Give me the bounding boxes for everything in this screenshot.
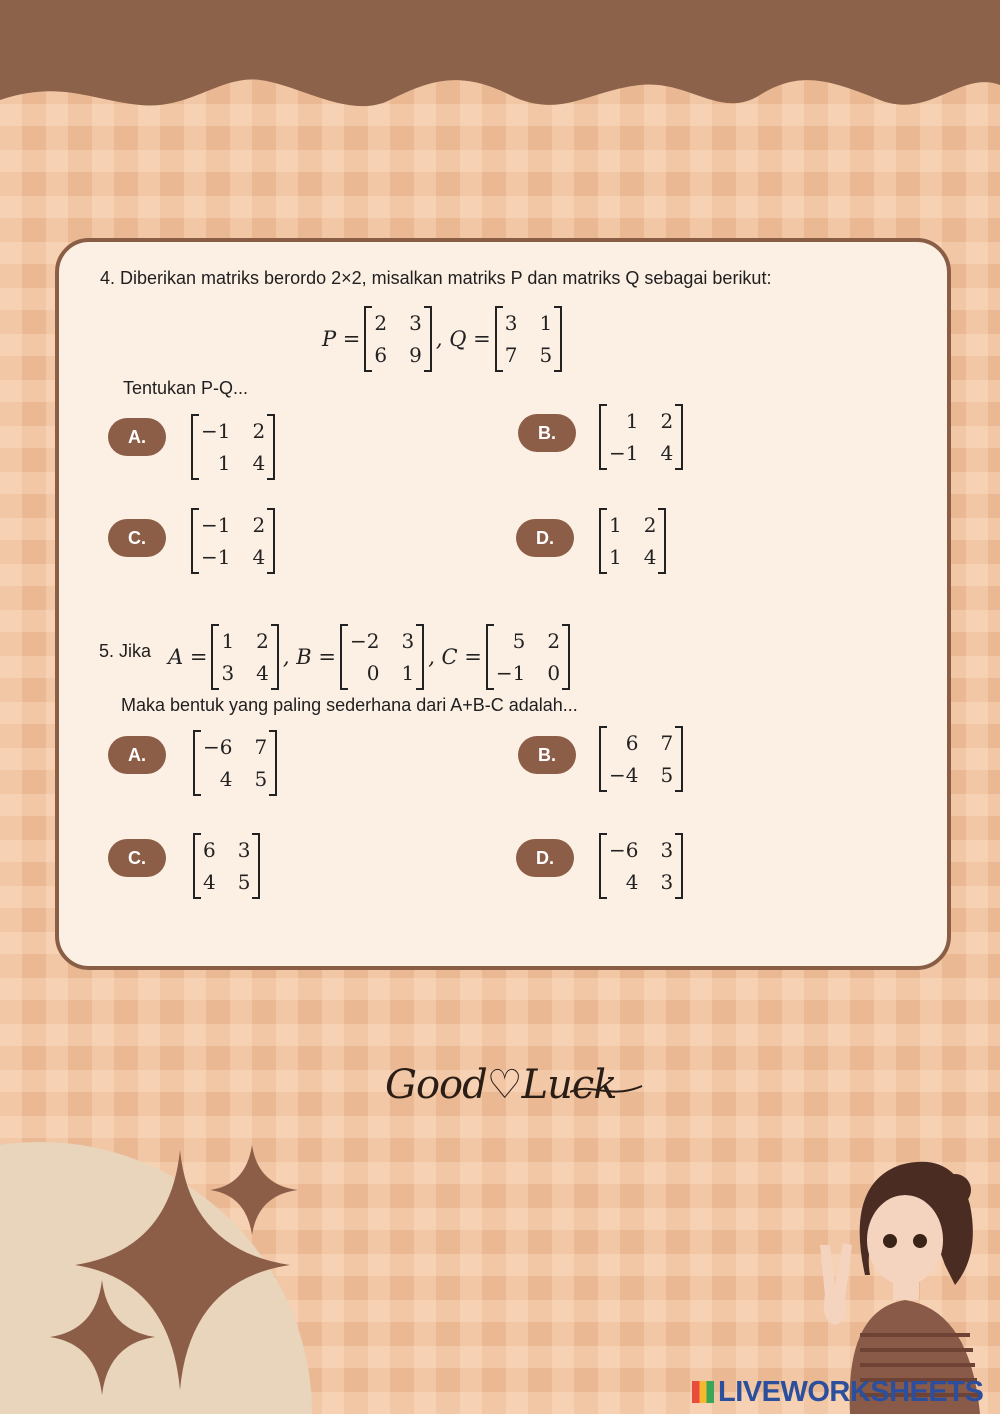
q5-equation — [168, 624, 570, 690]
q5-option-b-button[interactable]: B. — [518, 736, 576, 774]
q4-option-b-button[interactable]: B. — [518, 414, 576, 452]
matrix-c: 5 2 −1 0 — [486, 624, 570, 690]
logo-mark-icon — [692, 1381, 714, 1403]
c-label: , C = — [428, 645, 482, 669]
liveworksheets-logo: LIVEWORKSHEETS — [692, 1376, 983, 1409]
sparkle-stars-icon — [40, 1140, 320, 1414]
q4-option-d-matrix: 1 2 1 4 — [599, 508, 666, 574]
q5-option-b-matrix: 6 7 −4 5 — [599, 726, 683, 792]
q4-equation — [322, 306, 562, 372]
matrix-p: 2 3 6 9 — [364, 306, 431, 372]
q4-option-a-matrix: −1 2 1 4 — [191, 414, 275, 480]
q5-option-c-button[interactable]: C. — [108, 839, 166, 877]
q-label: , Q = — [435, 327, 491, 351]
b-label: , B = — [282, 645, 336, 669]
q4-option-c-matrix: −1 2 −1 4 — [191, 508, 275, 574]
a-label: A = — [168, 645, 208, 669]
q4-option-b-matrix: 1 2 −1 4 — [599, 404, 683, 470]
q5-instruction: Maka bentuk yang paling sederhana dari A+B-C adalah... — [121, 695, 578, 715]
good-luck-text: Good♡Luck — [385, 1062, 617, 1108]
q4-option-a-button[interactable]: A. — [108, 418, 166, 456]
q5-option-d-matrix: −6 3 4 3 — [599, 833, 683, 899]
matrix-a: 1 2 3 4 — [211, 624, 278, 690]
q4-option-c-button[interactable]: C. — [108, 519, 166, 557]
q4-instruction: Tentukan P-Q... — [123, 378, 249, 398]
q4-prompt: 4. Diberikan matriks berordo 2×2, misalkan matriks P dan matriks Q sebagai berikut: — [100, 268, 772, 288]
p-label: P = — [322, 327, 361, 351]
q5-option-a-button[interactable]: A. — [108, 736, 166, 774]
top-wave-decoration — [0, 0, 1000, 130]
q5-option-d-button[interactable]: D. — [516, 839, 574, 877]
matrix-q: 3 1 7 5 — [495, 306, 562, 372]
q5-option-a-matrix: −6 7 4 5 — [193, 730, 277, 796]
q5-option-c-matrix: 6 3 4 5 — [193, 833, 260, 899]
q5-prompt: 5. Jika — [99, 641, 152, 661]
matrix-b: −2 3 0 1 — [340, 624, 424, 690]
girl-illustration-icon — [805, 1145, 995, 1414]
q4-option-d-button[interactable]: D. — [516, 519, 574, 557]
flourish-decoration — [570, 1080, 645, 1100]
